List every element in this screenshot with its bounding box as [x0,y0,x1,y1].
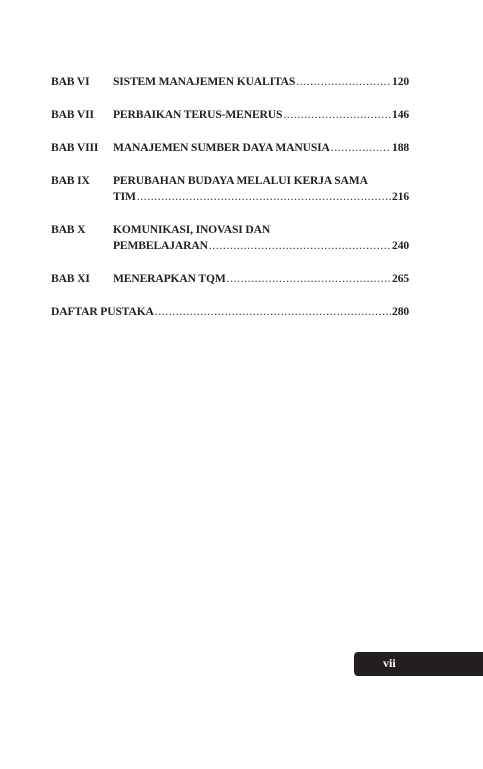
toc-page-number: 120 [392,75,409,88]
toc-page-number: 280 [392,305,409,318]
dot-leader [209,238,391,254]
toc-entry-title: MENERAPKAN TQM [113,272,226,285]
toc-entry[interactable] [51,271,409,287]
toc-entry-title: KOMUNIKASI, INOVASI DAN [113,223,271,236]
toc-entry[interactable] [51,74,409,90]
dot-leader [296,74,391,90]
dot-leader [331,140,391,156]
toc-entry-title: MANAJEMEN SUMBER DAYA MANUSIA [113,141,330,154]
toc-entry-title: PERBAIKAN TERUS-MENERUS [113,108,283,121]
toc-entry-bibliography[interactable] [51,304,409,320]
toc-page-number: 240 [392,239,409,252]
toc-entry[interactable] [51,173,409,205]
toc-chapter-label: BAB XI [51,272,90,285]
table-of-contents [51,74,409,337]
toc-entry-title-continued: PEMBELAJARAN [113,239,208,252]
toc-entry[interactable] [51,140,409,156]
dot-leader [137,189,391,205]
dot-leader [155,304,391,320]
toc-entry-title: PERUBAHAN BUDAYA MELALUI KERJA SAMA [113,174,368,187]
toc-entry-title-continued: TIM [113,190,136,203]
toc-page-number: 188 [392,141,409,154]
toc-page-number: 265 [392,272,409,285]
page-number: vii [383,656,396,670]
toc-entry-title: DAFTAR PUSTAKA [51,305,154,318]
toc-page-number: 216 [392,190,409,203]
toc-entry-title: SISTEM MANAJEMEN KUALITAS [113,75,296,88]
toc-chapter-label: BAB IX [51,174,90,187]
page-number-tab [354,652,483,676]
toc-chapter-label: BAB VI [51,75,90,88]
toc-entry[interactable] [51,222,409,254]
toc-chapter-label: BAB VII [51,108,94,121]
toc-chapter-label: BAB VIII [51,141,99,154]
dot-leader [283,107,391,123]
dot-leader [227,271,391,287]
toc-entry[interactable] [51,107,409,123]
toc-page-number: 146 [392,108,409,121]
toc-chapter-label: BAB X [51,223,86,236]
